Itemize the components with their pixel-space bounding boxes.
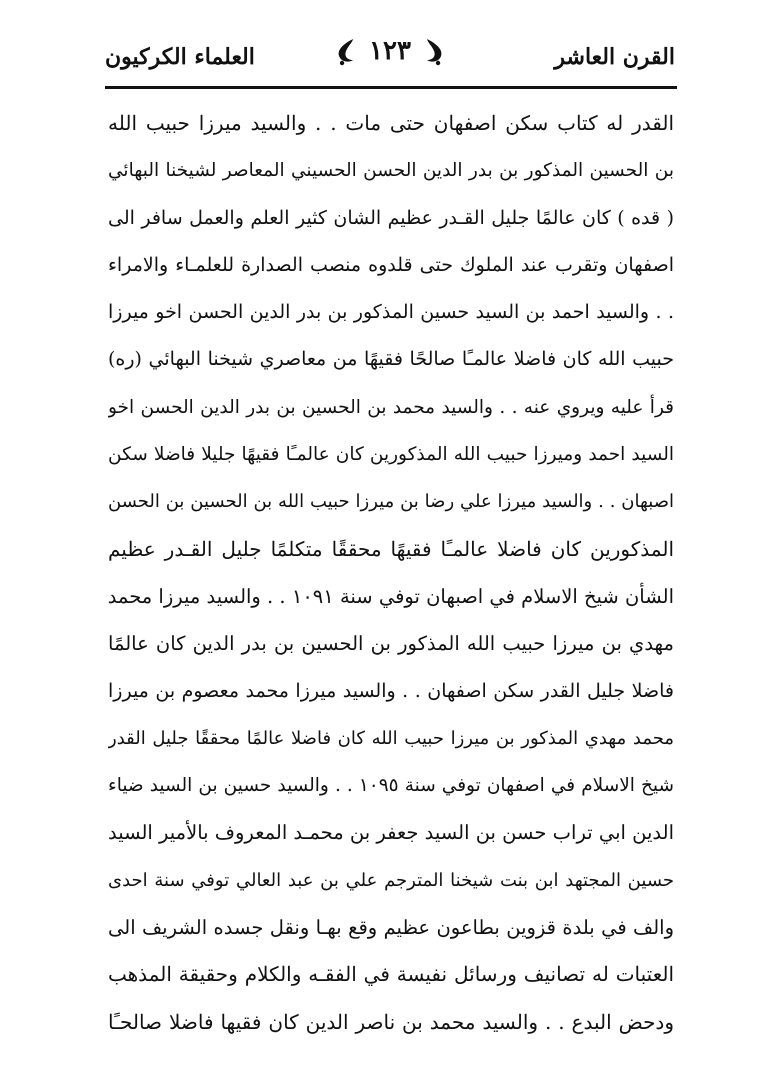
text-line: السيد احمد وميرزا حبيب الله المذكورين كان عالمـًا فقيهًا جليلا فاضلا سكن bbox=[108, 444, 674, 466]
page-number: ١٢٣ bbox=[369, 36, 411, 66]
text-line: العتبات له تصانيف ورسائل نفيسة في الفقـه والكلام وحقيقة المذهب bbox=[108, 962, 674, 987]
text-line: القدر له كتاب سكن اصفهان حتى مات . . والسيد ميرزا حبيب الله bbox=[108, 111, 674, 135]
text-line: ( قده ) كان عالمًا جليل القـدر عظيم الشان كثير العلم والعمل سافر الى bbox=[108, 206, 674, 229]
running-head-century: القرن العاشر bbox=[554, 44, 675, 70]
body-text bbox=[108, 100, 674, 1046]
text-line: شيخ الاسلام في اصفهان توفي سنة ١٠٩٥ . . والسيد حسين بن السيد ضياء bbox=[108, 775, 674, 797]
ornament-right-icon bbox=[421, 36, 447, 66]
text-line: محمد مهدي المذكور بن ميرزا حبيب الله كان فاضلا عالمًا محققًا جليل القدر bbox=[108, 727, 674, 749]
text-line: المذكورين كان فاضلا عالمـًا فقيهًا محققًا متكلمًا جليل القـدر عظيم bbox=[108, 536, 674, 561]
text-line: حسين المجتهد ابن بنت شيخنا المترجم علي بن عبد العالي توفي سنة احدى bbox=[108, 869, 674, 891]
text-line: فاضلا جليل القدر سكن اصفهان . . والسيد ميرزا محمد معصوم بن ميرزا bbox=[108, 679, 674, 702]
text-line: . . والسيد احمد بن السيد حسين المذكور بن بدر الدين الحسن اخو ميرزا bbox=[108, 301, 674, 324]
page-header bbox=[105, 30, 675, 90]
text-line: ودحض البدع . . والسيد محمد بن ناصر الدين كان فقيها فاضلا صالحـًا bbox=[108, 1009, 674, 1034]
page-number-group bbox=[333, 36, 447, 66]
text-line: قرأ عليه ويروي عنه . . والسيد محمد بن الحسين بن بدر الدين الحسن اخو bbox=[108, 396, 674, 418]
text-line: اصفهان وتقرب عند الملوك حتى قلدوه منصب الصدارة للعلمـاء والامراء bbox=[108, 253, 674, 276]
text-line: حبيب الله كان فاضلا عالمـًا صالحًا فقيهًا من معاصري شيخنا البهائي (ره) bbox=[108, 348, 674, 371]
header-rule bbox=[105, 86, 677, 89]
text-line: الدين ابي تراب حسن بن السيد جعفر بن محمـد المعروف بالأمير السيد bbox=[108, 821, 674, 845]
text-line: والف في بلدة قزوين بطاعون عظيم وقع بهـا ونقل جسده الشريف الى bbox=[108, 916, 674, 940]
text-line: الشأن شيخ الاسلام في اصبهان توفي سنة ١٠٩١ . . والسيد ميرزا محمد bbox=[108, 584, 674, 608]
text-line: اصبهان . . والسيد ميرزا علي رضا بن ميرزا حبيب الله بن الحسين بن الحسن bbox=[108, 491, 674, 513]
running-head-scholars: العلماء الكركيون bbox=[105, 44, 255, 70]
text-line: مهدي بن ميرزا حبيب الله المذكور بن الحسين بن بدر الدين كان عالمًا bbox=[108, 632, 674, 656]
ornament-left-icon bbox=[333, 36, 359, 66]
text-line: بن الحسين المذكور بن بدر الدين الحسن الحسيني المعاصر لشيخنا البهائي bbox=[108, 160, 674, 182]
